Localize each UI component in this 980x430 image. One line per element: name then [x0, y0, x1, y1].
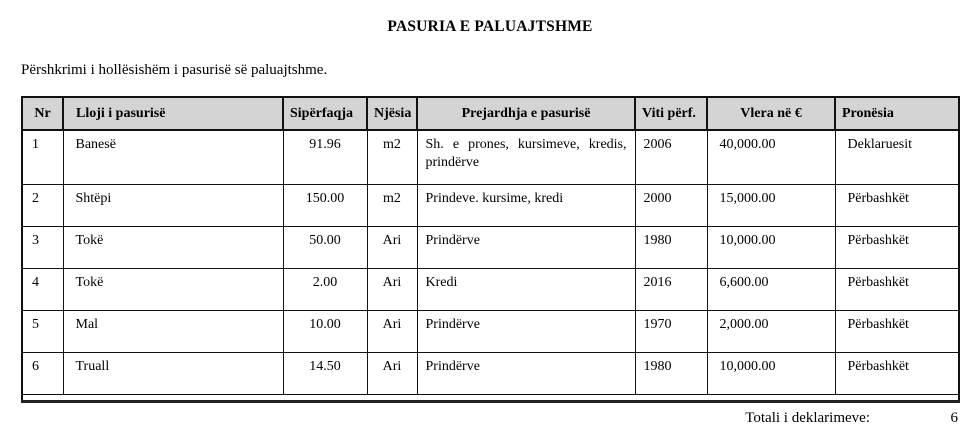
cell-prejardhja: Prindërve: [417, 226, 635, 268]
table-row: [22, 310, 959, 352]
cell-vlera: 10,000.00: [707, 352, 835, 394]
cell-vlera: 6,600.00: [707, 268, 835, 310]
cell-pronesia: Përbashkët: [835, 310, 959, 352]
table-body: [22, 130, 959, 401]
table-row: [22, 226, 959, 268]
cell-viti: 2016: [635, 268, 707, 310]
cell-prejardhja: Sh. e prones, kursimeve, kredis, prindërve: [417, 130, 635, 184]
cell-vlera: 2,000.00: [707, 310, 835, 352]
page-title: PASURIA E PALUAJTSHME: [387, 18, 593, 35]
cell-siperfaqja: 150.00: [283, 184, 367, 226]
cell-siperfaqja: 2.00: [283, 268, 367, 310]
cell-lloji: Mal: [63, 310, 283, 352]
cell-siperfaqja: 50.00: [283, 226, 367, 268]
total-value: 6: [950, 409, 958, 426]
cell-viti: 1980: [635, 352, 707, 394]
cell-pronesia: Deklaruesit: [835, 130, 959, 184]
cell-pronesia: Përbashkët: [835, 184, 959, 226]
cell-nr: 2: [22, 184, 63, 226]
header-nr: Nr: [22, 97, 63, 130]
table-end-rule: [22, 394, 959, 401]
page-subtitle: Përshkrimi i hollësishëm i pasurisë së paluajtshme.: [21, 62, 328, 78]
table-header: [22, 97, 959, 130]
cell-lloji: Truall: [63, 352, 283, 394]
cell-vlera: 10,000.00: [707, 226, 835, 268]
cell-viti: 2006: [635, 130, 707, 184]
cell-prejardhja: Prindeve. kursime, kredi: [417, 184, 635, 226]
cell-lloji: Shtëpi: [63, 184, 283, 226]
cell-nr: 6: [22, 352, 63, 394]
header-pronesia: Pronësia: [835, 97, 959, 130]
cell-nr: 4: [22, 268, 63, 310]
cell-pronesia: Përbashkët: [835, 226, 959, 268]
cell-lloji: Banesë: [63, 130, 283, 184]
header-viti: Viti përf.: [635, 97, 707, 130]
table-header-row: [22, 97, 959, 130]
header-vlera: Vlera në €: [707, 97, 835, 130]
cell-njesia: Ari: [367, 310, 417, 352]
cell-njesia: Ari: [367, 352, 417, 394]
cell-vlera: 40,000.00: [707, 130, 835, 184]
cell-siperfaqja: 14.50: [283, 352, 367, 394]
cell-lloji: Tokë: [63, 226, 283, 268]
table-row: [22, 268, 959, 310]
cell-nr: 1: [22, 130, 63, 184]
cell-siperfaqja: 91.96: [283, 130, 367, 184]
cell-njesia: Ari: [367, 268, 417, 310]
table-row: [22, 184, 959, 226]
header-siperfaqja: Sipërfaqja: [283, 97, 367, 130]
cell-viti: 1970: [635, 310, 707, 352]
total-label: Totali i deklarimeve:: [745, 409, 870, 426]
table-row: [22, 352, 959, 394]
cell-pronesia: Përbashkët: [835, 352, 959, 394]
cell-njesia: m2: [367, 184, 417, 226]
cell-viti: 2000: [635, 184, 707, 226]
property-table: [21, 96, 960, 403]
header-njesia: Njësia: [367, 97, 417, 130]
cell-siperfaqja: 10.00: [283, 310, 367, 352]
cell-prejardhja: Prindërve: [417, 352, 635, 394]
header-lloji: Lloji i pasurisë: [63, 97, 283, 130]
cell-vlera: 15,000.00: [707, 184, 835, 226]
cell-nr: 3: [22, 226, 63, 268]
header-prejardhja: Prejardhja e pasurisë: [417, 97, 635, 130]
cell-lloji: Tokë: [63, 268, 283, 310]
cell-prejardhja: Prindërve: [417, 310, 635, 352]
table-row: [22, 130, 959, 184]
cell-njesia: m2: [367, 130, 417, 184]
cell-nr: 5: [22, 310, 63, 352]
declarations-total: [21, 410, 958, 427]
cell-njesia: Ari: [367, 226, 417, 268]
cell-prejardhja: Kredi: [417, 268, 635, 310]
cell-pronesia: Përbashkët: [835, 268, 959, 310]
cell-viti: 1980: [635, 226, 707, 268]
